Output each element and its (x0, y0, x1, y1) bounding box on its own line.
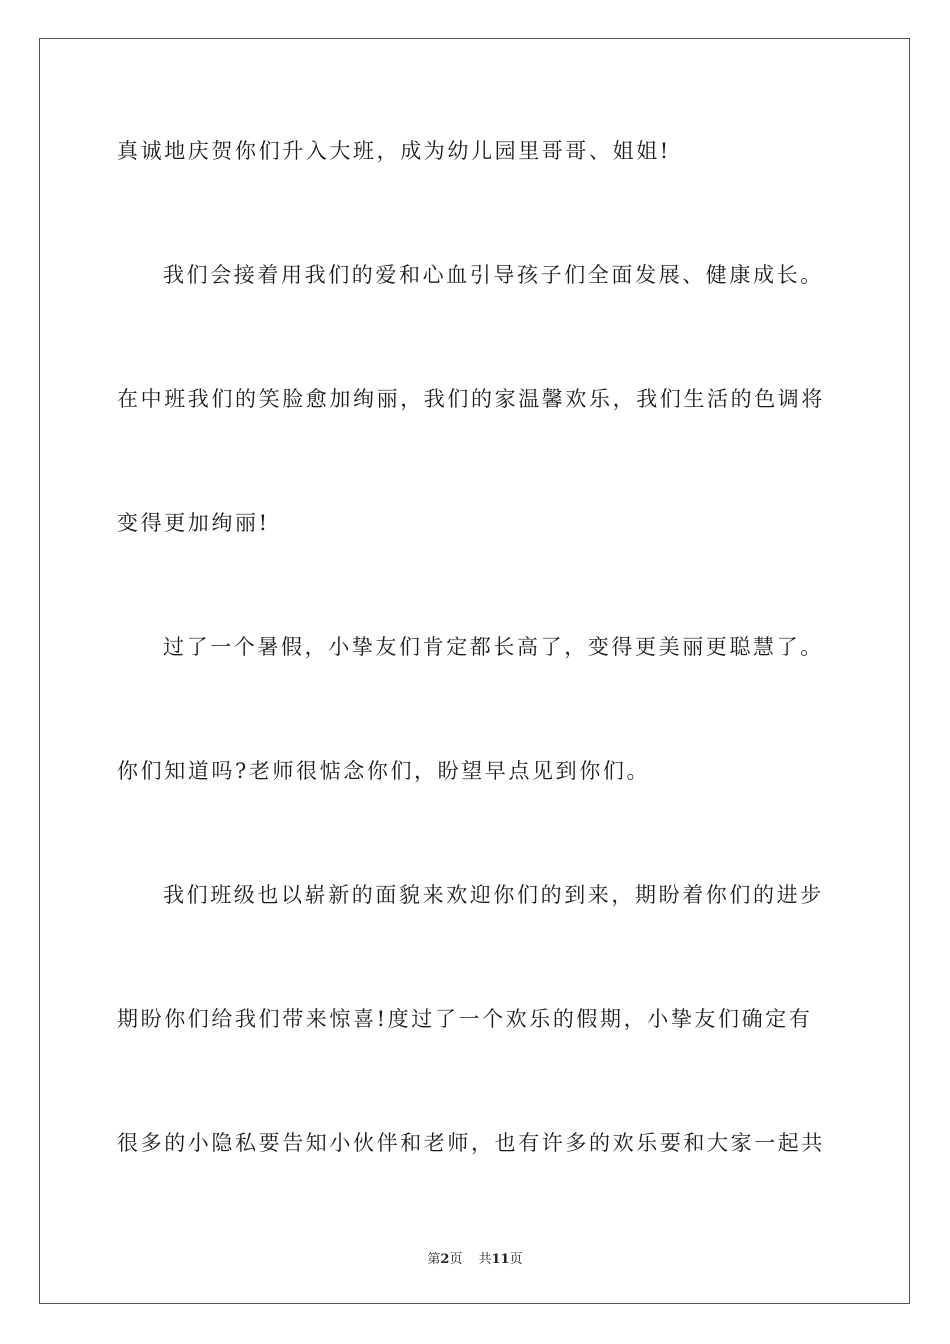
paragraph-line-1: 真诚地庆贺你们升入大班，成为幼儿园里哥哥、姐姐! (117, 139, 671, 163)
total-pages: 11 (491, 1252, 510, 1267)
paragraph-line-2: 我们会接着用我们的爱和心血引导孩子们全面发展、健康成长。 (163, 263, 824, 287)
page-border (39, 38, 910, 1304)
total-prefix: 共 (478, 1252, 492, 1267)
total-suffix: 页 (509, 1252, 523, 1267)
paragraph-line-5: 过了一个暑假，小挚友们肯定都长高了，变得更美丽更聪慧了。 (163, 635, 824, 659)
paragraph-line-4: 变得更加绚丽! (117, 511, 270, 535)
page-number: 2 (440, 1252, 450, 1267)
paragraph-line-7: 我们班级也以崭新的面貌来欢迎你们的到来，期盼着你们的进步 (163, 883, 824, 907)
paragraph-line-3: 在中班我们的笑脸愈加绚丽，我们的家温馨欢乐，我们生活的色调将 (117, 387, 825, 411)
page-suffix: 页 (449, 1252, 463, 1267)
page-prefix: 第 (427, 1252, 441, 1267)
page-footer (0, 1248, 950, 1267)
paragraph-line-8: 期盼你们给我们带来惊喜!度过了一个欢乐的假期，小挚友们确定有 (117, 1007, 813, 1031)
paragraph-line-6: 你们知道吗?老师很惦念你们，盼望早点见到你们。 (117, 759, 651, 783)
paragraph-line-9: 很多的小隐私要告知小伙伴和老师，也有许多的欢乐要和大家一起共 (117, 1131, 825, 1155)
